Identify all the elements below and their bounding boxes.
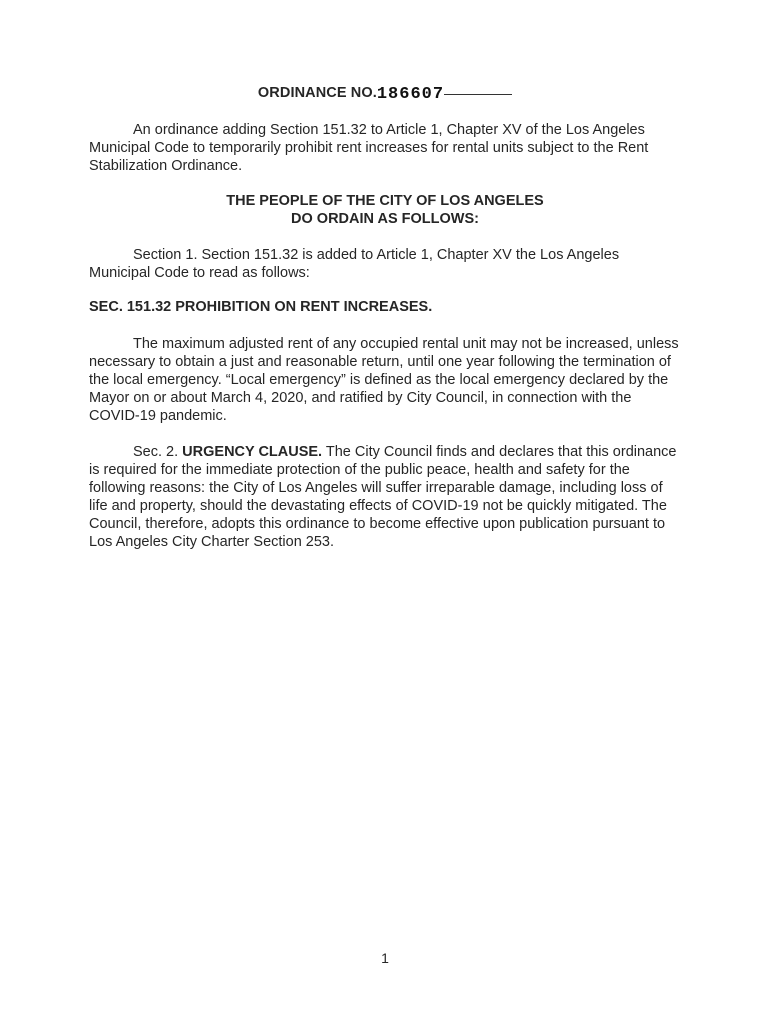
intro-paragraph: An ordinance adding Section 151.32 to Article 1, Chapter XV of the Los Angeles Municipal Code to temporarily prohibit rent increases for rental units subject to the Rent Stabilization Ordinance. (89, 122, 649, 174)
section-2-prefix: Sec. 2. (133, 444, 179, 460)
ordain-heading-line-1: THE PEOPLE OF THE CITY OF LOS ANGELES (226, 193, 544, 209)
urgency-clause-label: URGENCY CLAUSE. (182, 444, 323, 460)
ordinance-number: 186607 (376, 85, 445, 104)
section-151-32-body: The maximum adjusted rent of any occupied rental unit may not be increased, unless necessary to obtain a just and reasonable return, until one year following the termination of the local emergency. “Local emergency” is defined as the local emergency declared by the Mayor on or about March 4, 2020, and ratified by City Council, in connection with the COVID-19 pandemic. (89, 336, 679, 424)
ordinance-title-prefix: ORDINANCE NO. (257, 85, 377, 101)
ordinance-title (0, 84, 770, 103)
section-2-paragraph (89, 443, 683, 551)
urgency-clause-body: The City Council finds and declares that this ordinance is required for the immediate protection of the public peace, health and safety for the following reasons: the City of Los Angeles will suffer irreparable damage, including loss of life and property, should the devastating effects of COVID-19 not be quickly mitigated. The Council, therefore, adopts this ordinance to become effective upon publication pursuant to Los Angeles City Charter Section 253. (89, 444, 677, 550)
ordinance-number-blank-line (444, 94, 512, 95)
page-number: 1 (381, 950, 389, 966)
section-1-paragraph: Section 1. Section 151.32 is added to Article 1, Chapter XV the Los Angeles Municipal Code to read as follows: (89, 247, 620, 281)
ordain-heading-line-2: DO ORDAIN AS FOLLOWS: (291, 211, 479, 227)
section-151-32-heading: SEC. 151.32 PROHIBITION ON RENT INCREASES. (89, 299, 433, 315)
